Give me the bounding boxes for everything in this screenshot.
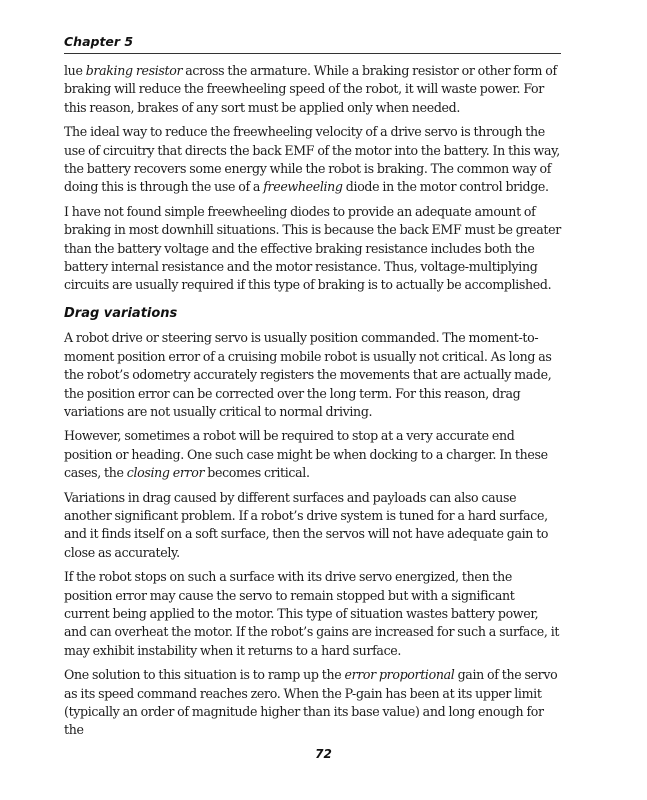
paragraph: lue braking resistor across the armature. While a braking resistor or other form of braking will reduce the freewheeling speed of the robot, it will waste power. For this reason, brakes of any sort must be applied only when needed. (64, 63, 557, 115)
paragraph: I have not found simple freewheeling diodes to provide an adequate amount of braking in most downhill situations. This is because the back EMF must be greater than the battery voltage and the effective braking resistance includes both the battery internal resistance and the motor resistance. Thus, voltage-multiplying circuits are usually required if this type of braking is to actually be accomplished. (64, 203, 561, 293)
page-number: 72 (315, 747, 332, 761)
italic-term: error proportional (344, 667, 455, 683)
paragraph: A robot drive or steering servo is usually position commanded. The moment-to-moment position error of a cruising mobile robot is usually not critical. As long as the robot’s odometry accurately registers the movements that are actually made, the position error can be corrected over the long term. For this reason, drag variations are not usually critical to normal driving. (64, 330, 552, 419)
paragraph: The ideal way to reduce the freewheeling velocity of a drive servo is through the use of circuitry that directs the back EMF of the motor into the battery. In this way, the battery recovers some energy while the robot is braking. The common way of doing this is through the use of a freewheeling diode in the motor control bridge. (64, 124, 560, 195)
chapter-label: Chapter 5 (64, 34, 134, 49)
italic-term: freewheeling (263, 179, 343, 195)
italic-term: closing error (126, 465, 205, 481)
section-heading: Drag variations (64, 305, 178, 321)
running-header (64, 33, 561, 54)
paragraph: However, sometimes a robot will be required to stop at a very accurate end position or heading. One such case might be when docking to a charger. In these cases, the closing error becomes critical. (64, 428, 548, 481)
italic-term: braking resistor (85, 63, 183, 78)
page-body (64, 62, 561, 746)
paragraph: Variations in drag caused by different surfaces and payloads can also cause another significant problem. If a robot’s drive system is tuned for a hard surface, and it finds itself on a soft surface, then the servos will not have adequate gain to close as accurately. (64, 489, 549, 560)
paragraph: One solution to this situation is to ramp up the error proportional gain of the servo as its speed command reaches zero. When the P-gain has been at its upper limit (typically an order of magnitude higher than its base value) and long enough for the (64, 667, 558, 738)
paragraph: If the robot stops on such a surface with its drive servo energized, then the position error may cause the servo to remain stopped but with a significant current being applied to the motor. This type of situation wastes battery power, and can overheat the motor. If the robot’s gains are increased for such a surface, it may exhibit instability when it returns to a hard surface. (64, 569, 560, 658)
